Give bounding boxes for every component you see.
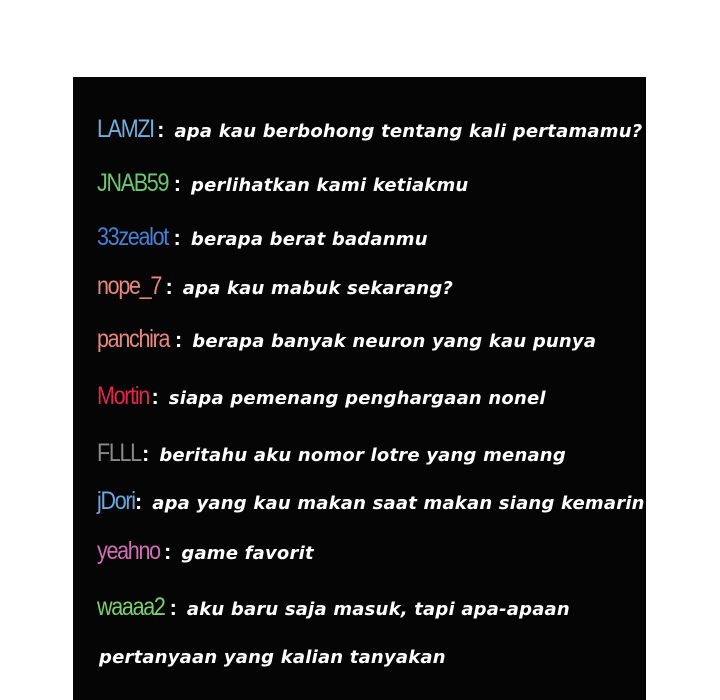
- username: nope_7: [97, 272, 162, 300]
- chat-message: berapa berat badanmu: [190, 229, 428, 250]
- chat-message: siapa pemenang penghargaan nonel: [168, 388, 546, 409]
- username: 33zealot: [97, 223, 168, 251]
- chat-message: game favorit: [181, 543, 314, 564]
- username: panchira: [97, 325, 170, 353]
- separator: :: [151, 384, 159, 409]
- chat-line-continuation: [99, 647, 446, 668]
- username: LAMZI: [97, 115, 154, 143]
- chat-line: [97, 169, 468, 198]
- separator: :: [157, 117, 165, 142]
- chat-line: [97, 115, 642, 144]
- separator: :: [141, 441, 150, 466]
- chat-message: pertanyaan yang kalian tanyakan: [99, 647, 446, 668]
- chat-message: aku baru saja masuk, tapi apa-apaan: [186, 599, 570, 620]
- chat-line: [97, 487, 645, 516]
- separator: :: [173, 171, 182, 196]
- chat-line: [97, 537, 314, 566]
- username: yeahno: [97, 537, 160, 565]
- separator: :: [173, 225, 181, 250]
- separator: :: [174, 327, 183, 352]
- chat-line: [97, 223, 428, 252]
- chat-line: [97, 325, 596, 354]
- chat-line: [97, 593, 570, 622]
- separator: :: [164, 539, 172, 564]
- username: Mortin: [97, 382, 150, 410]
- chat-line: [97, 382, 546, 411]
- username: JNAB59: [97, 169, 169, 197]
- username: waaaa2: [97, 593, 165, 621]
- chat-message: perlihatkan kami ketiakmu: [191, 175, 469, 196]
- separator: :: [169, 595, 177, 620]
- username: FLLL: [97, 439, 141, 467]
- chat-message: berapa banyak neuron yang kau punya: [192, 331, 597, 352]
- separator: :: [165, 274, 173, 299]
- username: jDori: [97, 487, 135, 515]
- chat-message: apa yang kau makan saat makan siang kemarin: [152, 493, 645, 514]
- chat-panel: [73, 77, 646, 700]
- chat-line: [97, 439, 566, 468]
- chat-message: apa kau berbohong tentang kali pertamamu?: [174, 121, 643, 142]
- chat-message: apa kau mabuk sekarang?: [182, 278, 454, 299]
- chat-message: beritahu aku nomor lotre yang menang: [159, 445, 566, 466]
- separator: :: [134, 489, 143, 514]
- chat-line: [97, 272, 453, 301]
